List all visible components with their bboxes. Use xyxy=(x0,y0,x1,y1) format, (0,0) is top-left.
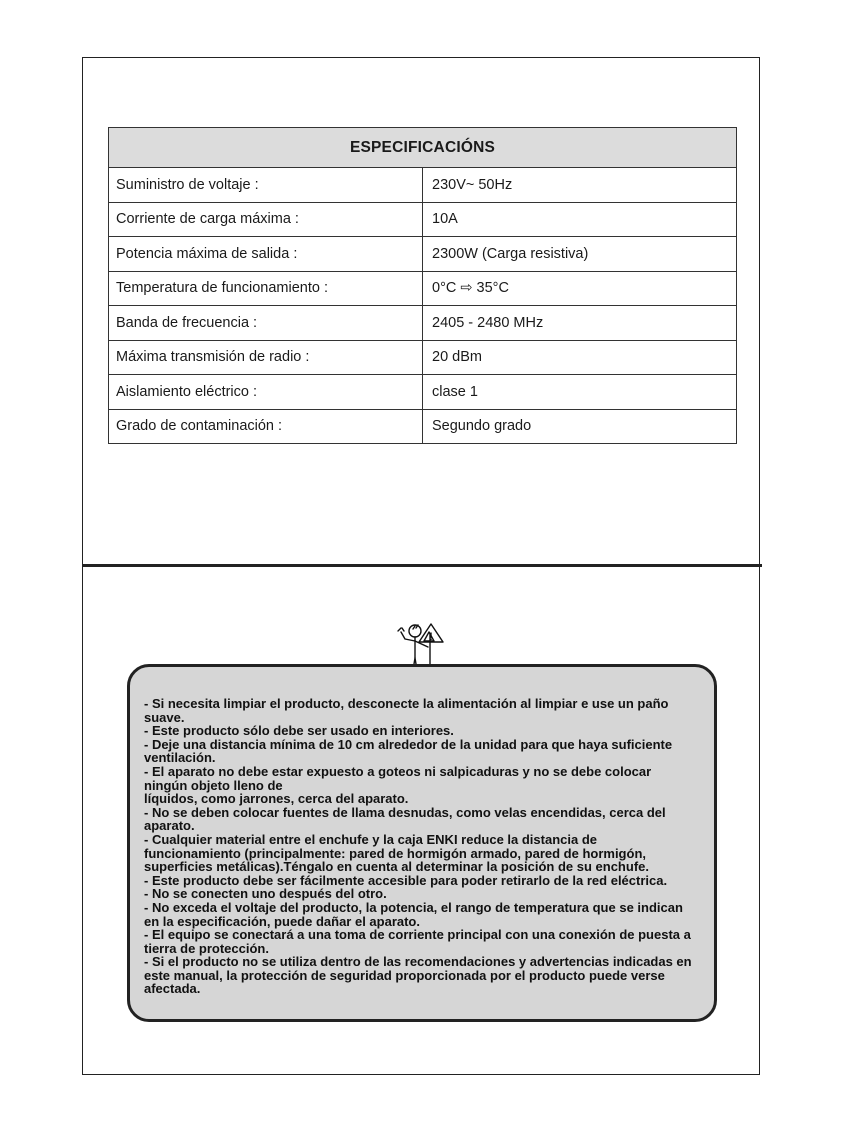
svg-text:!: ! xyxy=(429,631,433,643)
list-item: - No se conecten uno después del otro. xyxy=(144,886,387,902)
table-row xyxy=(109,375,737,410)
spec-value: 20 dBm xyxy=(423,340,737,375)
table-row xyxy=(109,271,737,306)
spec-label: Potencia máxima de salida : xyxy=(109,237,423,272)
table-row xyxy=(109,409,737,444)
spec-value: 2300W (Carga resistiva) xyxy=(423,237,737,272)
table-row xyxy=(109,306,737,341)
spec-label: Aislamiento eléctrico : xyxy=(109,375,423,410)
list-item: - Este producto debe ser fácilmente accesible para poder retirarlo de la red eléctrica. xyxy=(144,872,668,888)
warnings-list xyxy=(144,697,696,996)
list-item: - Este producto sólo debe ser usado en interiores. xyxy=(144,723,454,739)
specifications-title: ESPECIFICACIÓNS xyxy=(109,128,737,168)
spec-label: Temperatura de funcionamiento : xyxy=(109,271,423,306)
list-item: - El equipo se conectará a una toma de corriente principal con una conexión de puesta a tierra de protección. xyxy=(144,927,691,956)
spec-value: Segundo grado xyxy=(423,409,737,444)
table-row xyxy=(109,237,737,272)
list-item: líquidos, como jarrones, cerca del aparato. xyxy=(144,791,409,807)
section-divider xyxy=(82,564,762,567)
list-item: - No exceda el voltaje del producto, la potencia, el rango de temperatura que se indican en la especificación, puede dañar el aparato. xyxy=(144,899,683,929)
list-item: - No se deben colocar fuentes de llama desnudas, como velas encendidas, cerca del aparato. xyxy=(144,804,666,834)
list-item: - Deje una distancia mínima de 10 cm alrededor de la unidad para que haya suficiente ventilación. xyxy=(144,736,673,766)
spec-label: Máxima transmisión de radio : xyxy=(109,340,423,375)
list-item: - Si necesita limpiar el producto, desconecte la alimentación al limpiar e use un paño suave. xyxy=(144,696,669,725)
spec-value: 0°C ⇨ 35°C xyxy=(423,271,737,306)
spec-label: Corriente de carga máxima : xyxy=(109,202,423,237)
list-item: - Si el producto no se utiliza dentro de las recomendaciones y advertencias indicadas en este manual, la protección de seguridad proporcionada por el producto puede verse afectada. xyxy=(144,954,692,997)
list-item: - El aparato no debe estar expuesto a goteos ni salpicaduras y no se debe colocar ningún objeto lleno de xyxy=(144,763,652,793)
table-row xyxy=(109,168,737,203)
spec-label: Suministro de voltaje : xyxy=(109,168,423,203)
spec-value: clase 1 xyxy=(423,375,737,410)
table-row xyxy=(109,202,737,237)
list-item: - Cualquier material entre el enchufe y la caja ENKI reduce la distancia de funcionamiento (principalmente: pared de hormigón armado, pared de hormigón, superficies metálicas).Téngalo en cuenta al determinar la posición de su enchufe. xyxy=(144,831,649,875)
spec-value: 10A xyxy=(423,202,737,237)
specifications-table xyxy=(108,127,737,444)
table-row xyxy=(109,340,737,375)
spec-value: 230V~ 50Hz xyxy=(423,168,737,203)
warnings-box xyxy=(127,664,717,1022)
spec-label: Grado de contaminación : xyxy=(109,409,423,444)
spec-value: 2405 - 2480 MHz xyxy=(423,306,737,341)
spec-label: Banda de frecuencia : xyxy=(109,306,423,341)
